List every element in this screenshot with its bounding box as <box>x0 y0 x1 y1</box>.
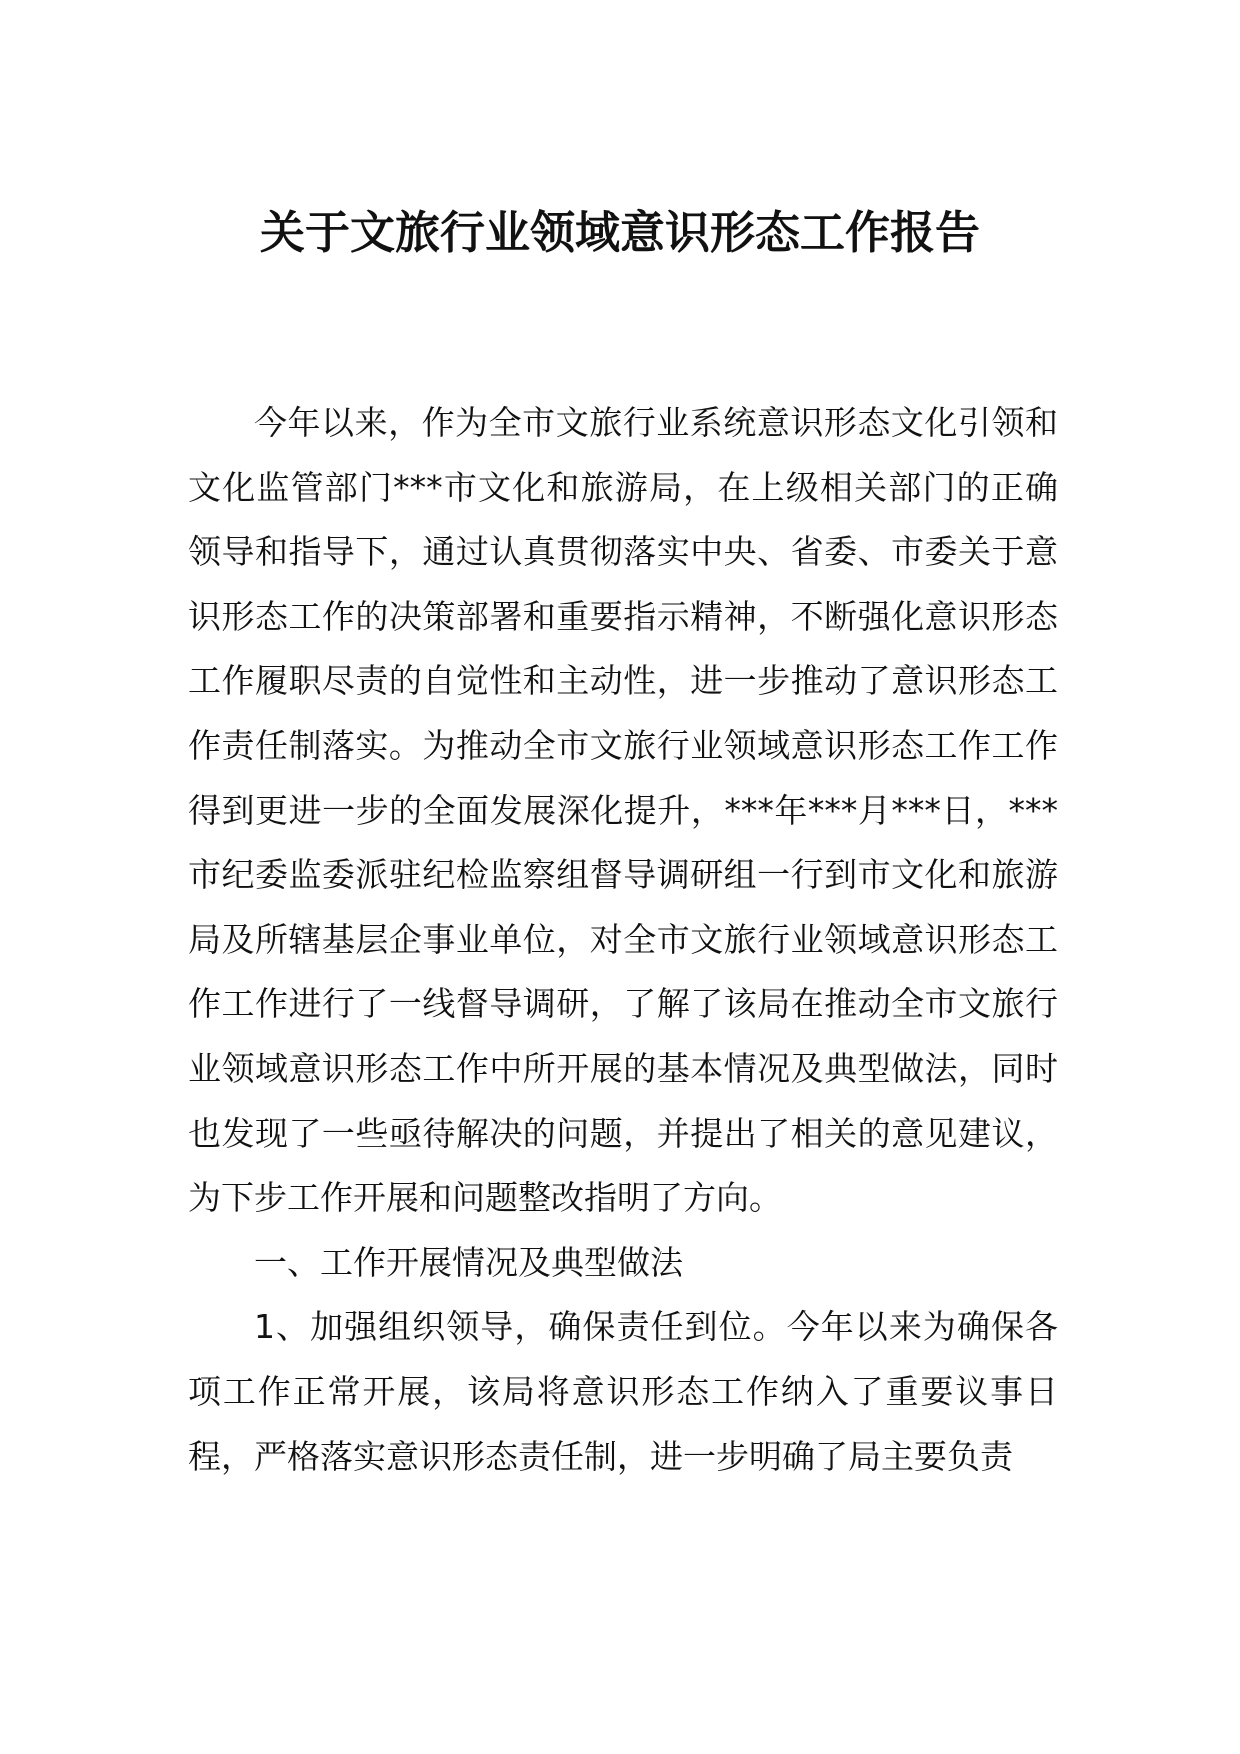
section-heading: 一、工作开展情况及典型做法 <box>254 1242 683 1282</box>
intro-paragraph: 今年以来，作为全市文旅行业系统意识形态文化引领和文化监管部门***市文化和旅游局，在上级相关部门的正确领导和指导下，通过认真贯彻落实中央、省委、市委关于意识形态工作的决策部署和重要指示精神，不断强化意识形态工作履职尽责的自觉性和主动性，进一步推动了意识形态工作责任制落实。为推动全市文旅行业领域意识形态工作工作得到更进一步的全面发展深化提升，***年***月***日，***市纪委监委派驻纪检监察组督导调研组一行到市文化和旅游局及所辖基层企事业单位，对全市文旅行业领域意识形态工作工作进行了一线督导调研，了解了该局在推动全市文旅行业领域意识形态工作中所开展的基本情况及典型做法，同时也发现了一些亟待解决的问题，并提出了相关的意见建议，为下步工作开展和问题整改指明了方向。 <box>188 403 1058 1218</box>
document-title: 关于文旅行业领域意识形态工作报告 <box>259 206 980 259</box>
body-paragraph: 1、加强组织领导，确保责任到位。今年以来为确保各项工作正常开展，该局将意识形态工作纳入了重要议事日程，严格落实意识形态责任制，进一步明确了局主要负责 <box>188 1307 1058 1476</box>
document-body <box>188 391 1058 1489</box>
